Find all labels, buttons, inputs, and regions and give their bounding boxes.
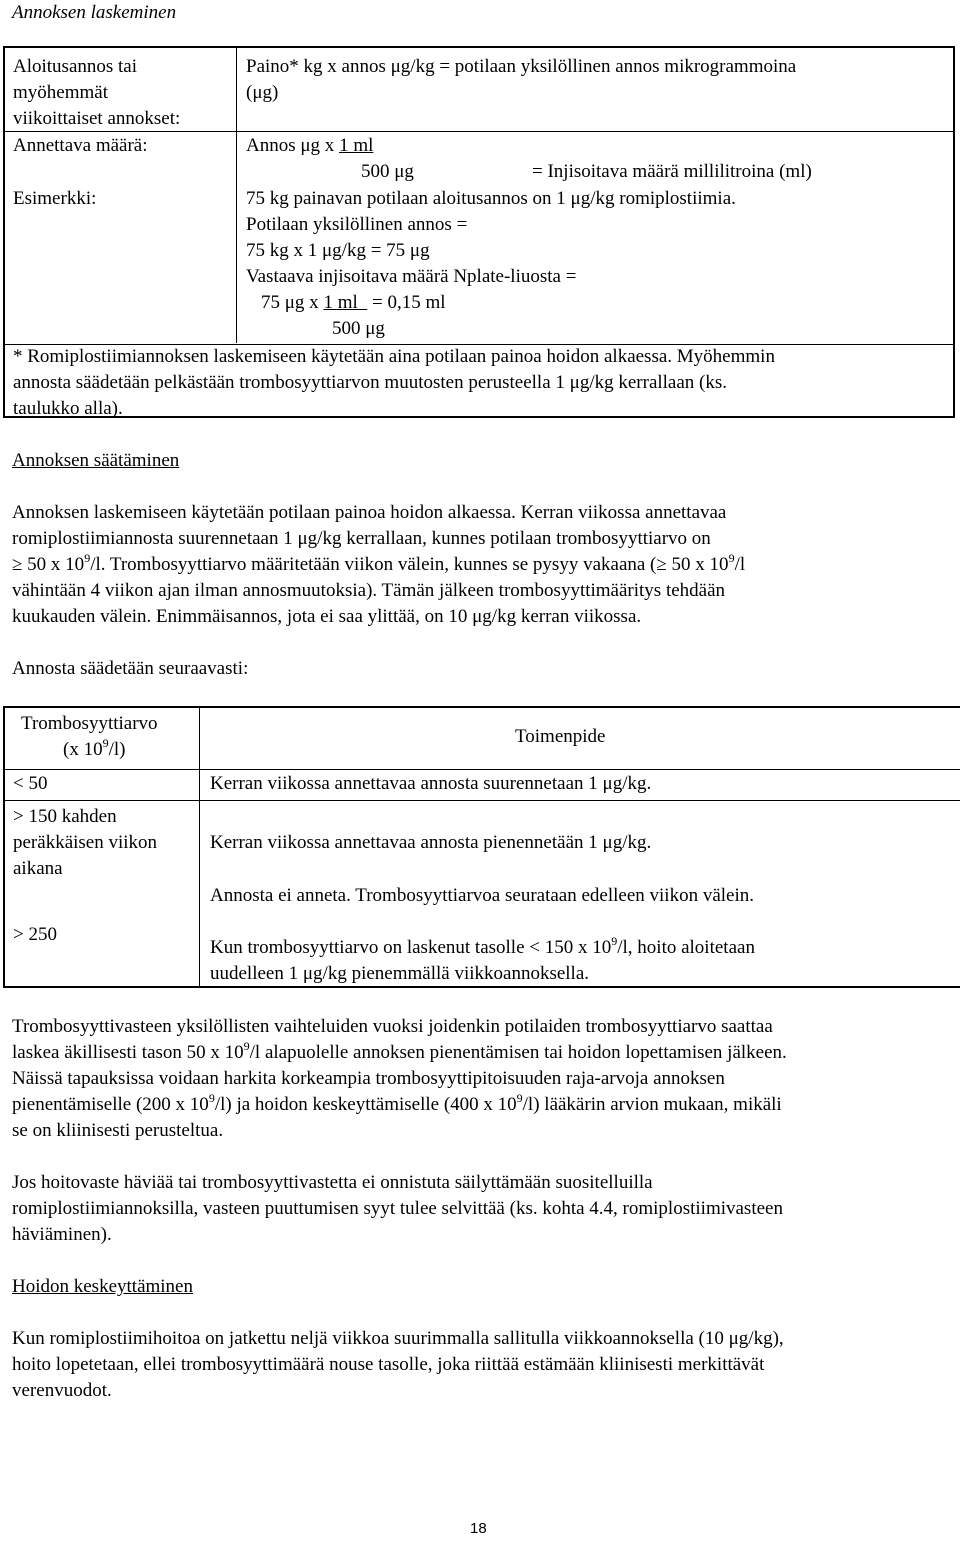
stop-line3: verenvuodot. bbox=[12, 1380, 112, 1401]
page-number: 18 bbox=[470, 1520, 487, 1537]
adjust-para-line5: kuukauden välein. Enimmäisannos, jota ei saa ylittää, on 10 μg/kg kerran viikossa. bbox=[12, 606, 642, 627]
para2-line4: pienentämiselle (200 x $10^9/l$) ja hoidon keskeyttämiselle (400 x $10^9/l$) lääkärin arvion mukaan, mikäli bbox=[12, 1091, 782, 1115]
adjust-para-line4: vähintään 4 viikon ajan ilman annosmuutoksia). Tämän jälkeen trombosyyttimääritys tehdään bbox=[12, 580, 726, 601]
table-row3-action-line2: Kun trombosyyttiarvo on laskenut tasolle < 150 x $10^9/l$, hoito aloitetaan bbox=[210, 934, 755, 958]
para3-line1: Jos hoitovaste häviää tai trombosyyttivastetta ei onnistuta säilyttämään suositelluilla bbox=[12, 1172, 653, 1193]
table-row3-action-line3: uudelleen 1 μg/kg pienemmällä viikkoannoksella. bbox=[210, 963, 590, 984]
adjust-para-line2: romiplostiimiannosta suurennetaan 1 μg/kg kerrallaan, kunnes potilaan trombosyyttiarvo on bbox=[12, 528, 711, 549]
heading-dose-adjustment: Annoksen säätäminen bbox=[12, 450, 180, 471]
para2-line3: Näissä tapauksissa voidaan harkita korkeampia trombosyyttipitoisuuden raja-arvoja annoksen bbox=[12, 1068, 725, 1089]
example-line5: 75 μg x 1 ml = 0,15 ml bbox=[261, 292, 446, 313]
example-line1: 75 kg painavan potilaan aloitusannos on 1 μg/kg romiplostiimia. bbox=[246, 188, 736, 209]
example-line4: Vastaava injisoitava määrä Nplate-liuosta = bbox=[246, 266, 577, 287]
row2-label: Annettava määrä: bbox=[13, 135, 148, 156]
adjust-subheading: Annosta säädetään seuraavasti: bbox=[12, 658, 249, 679]
example-line2: Potilaan yksilöllinen annos = bbox=[246, 214, 468, 235]
para2-line5: se on kliinisesti perusteltua. bbox=[12, 1120, 224, 1141]
table-row2-value-line3: aikana bbox=[13, 858, 63, 879]
row2-formula-result: = Injisoitava määrä millilitroina (ml) bbox=[532, 161, 812, 182]
table-row2-value-line2: peräkkäisen viikon bbox=[13, 832, 158, 853]
table-header-action: Toimenpide bbox=[515, 726, 606, 747]
row1-label-line2: myöhemmät bbox=[13, 82, 108, 103]
example-line6: 500 μg bbox=[332, 318, 385, 339]
footnote-line1: * Romiplostiimiannoksen laskemiseen käytetään aina potilaan painoa hoidon alkaessa. Myöhemmin bbox=[13, 346, 775, 367]
table-header-value-line2: (x $10^9/l$) bbox=[63, 736, 126, 760]
para2-line1: Trombosyyttivasteen yksilöllisten vaihteluiden vuoksi joidenkin potilaiden trombosyyttiarvo saattaa bbox=[12, 1016, 773, 1037]
row3-label: Esimerkki: bbox=[13, 188, 97, 209]
para2-line2: laskea äkillisesti tason 50 x $10^9/l$ alapuolelle annoksen pienentämisen tai hoidon lopettamisen jälkeen. bbox=[12, 1039, 787, 1063]
section-title: Annoksen laskeminen bbox=[12, 2, 177, 23]
para3-line3: häviäminen). bbox=[12, 1224, 112, 1245]
row2-formula-line1: Annos μg x 1 ml bbox=[246, 135, 374, 156]
stop-line2: hoito lopetetaan, ellei trombosyyttimäärä nouse tasolle, joka riittää estämään kliinisesti merkittävät bbox=[12, 1354, 765, 1375]
row1-text-line1: Paino* kg x annos μg/kg = potilaan yksilöllinen annos mikrogrammoina bbox=[246, 56, 797, 77]
example-line3: 75 kg x 1 μg/kg = 75 μg bbox=[246, 240, 430, 261]
dose-calculation-box bbox=[3, 46, 955, 418]
stop-line1: Kun romiplostiimihoitoa on jatkettu neljä viikkoa suurimmalla sallitulla viikkoannoksella (10 μg/kg), bbox=[12, 1328, 784, 1349]
table-row3-action-line1: Annosta ei anneta. Trombosyyttiarvoa seurataan edelleen viikon välein. bbox=[210, 885, 754, 906]
adjust-para-line3: ≥ 50 x $10^9/l$. Trombosyyttiarvo määritetään viikon välein, kunnes se pysyy vakaana (≥ 50 x $10^9/l$ bbox=[12, 551, 746, 575]
table-row3-value: > 250 bbox=[13, 924, 57, 945]
row1-text-line2: (μg) bbox=[246, 82, 279, 103]
row2-formula-denominator: 500 μg bbox=[361, 161, 414, 182]
table-row1-value: < 50 bbox=[13, 773, 48, 794]
adjust-para-line1: Annoksen laskemiseen käytetään potilaan painoa hoidon alkaessa. Kerran viikossa annettavaa bbox=[12, 502, 727, 523]
para3-line2: romiplostiimiannoksilla, vasteen puuttumisen syyt tulee selvittää (ks. kohta 4.4, romiplostiimivasteen bbox=[12, 1198, 783, 1219]
footnote-line2: annosta säädetään pelkästään trombosyyttiarvon muutosten perusteella 1 μg/kg kerrallaan (ks. bbox=[13, 372, 728, 393]
table-row2-value-line1: > 150 kahden bbox=[13, 806, 117, 827]
table-header-value-line1: Trombosyyttiarvo bbox=[21, 713, 158, 734]
row1-label-line3: viikoittaiset annokset: bbox=[13, 108, 181, 129]
heading-treatment-discontinuation: Hoidon keskeyttäminen bbox=[12, 1276, 193, 1297]
table-row2-action: Kerran viikossa annettavaa annosta pienennetään 1 μg/kg. bbox=[210, 832, 652, 853]
row1-label-line1: Aloitusannos tai bbox=[13, 56, 138, 77]
table-row1-action: Kerran viikossa annettavaa annosta suurennetaan 1 μg/kg. bbox=[210, 773, 652, 794]
footnote-line3: taulukko alla). bbox=[13, 398, 123, 419]
dose-adjustment-table bbox=[3, 706, 960, 988]
